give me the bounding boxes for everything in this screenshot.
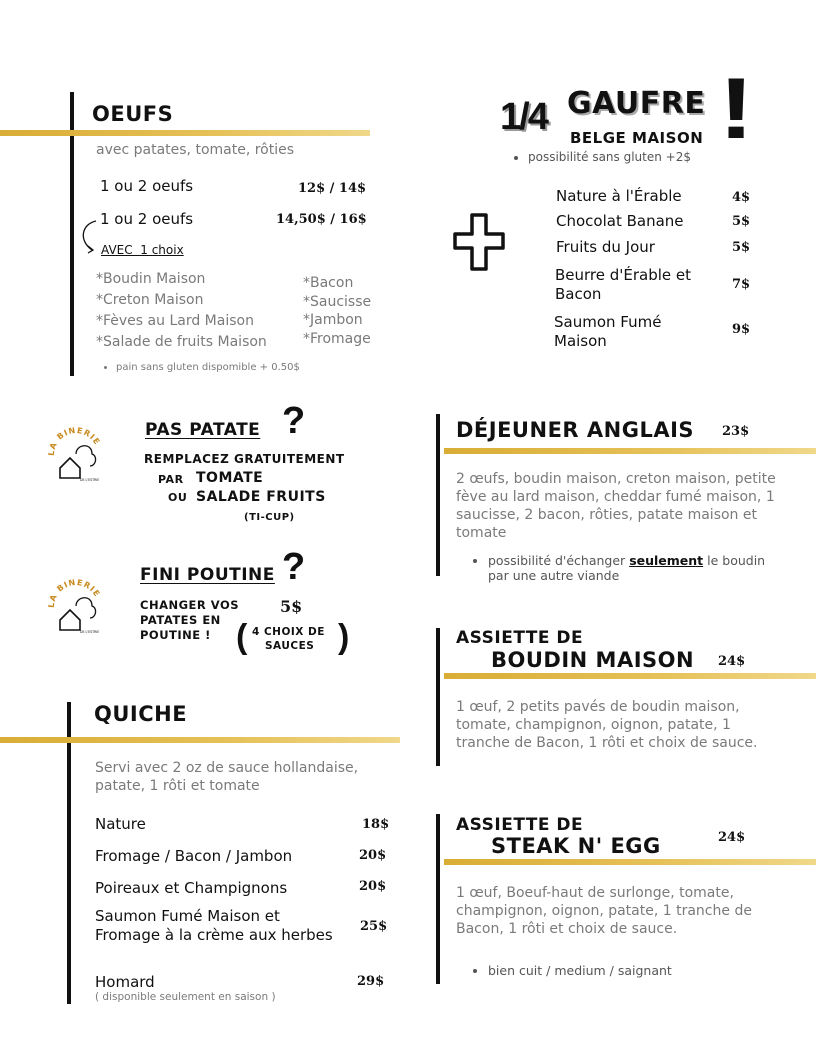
oeufs-note	[100, 362, 300, 373]
pas-patate-salade: SALADE FRUITS	[196, 489, 326, 505]
gaufre-title: GAUFRE	[567, 86, 706, 121]
boudin-desc: 1 œuf, 2 petits pavés de boudin maison, tomate, champignon, oignon, patate, 1 tranche de Bacon, 1 rôti et choix de sauce.	[456, 699, 758, 751]
gaufre-item-price: 4$	[732, 190, 751, 205]
oeufs-item1-label: 1 ou 2 oeufs	[100, 177, 194, 195]
steak-title1: ASSIETTE DE	[456, 815, 584, 835]
choice-item: *Fromage	[303, 330, 371, 347]
note-bold: seulement	[629, 553, 704, 568]
dejeuner-price: 23$	[722, 424, 750, 439]
steak-note: • bien cuit / medium / saignant	[488, 963, 672, 978]
quiche-item-price: 18$	[362, 817, 390, 832]
binerie-logo	[46, 424, 106, 484]
quiche-item-label: Saumon Fumé Maison et Fromage à la crème aux herbes	[95, 907, 333, 944]
quiche-item-price: 20$	[359, 879, 387, 894]
steak-title2: STEAK N' EGG	[491, 834, 661, 858]
steak-gold-line	[444, 859, 816, 865]
fini-poutine-line2: PATATES EN	[140, 613, 221, 627]
pas-patate-tomate: TOMATE	[196, 470, 264, 486]
fini-poutine-choix1: 4 CHOIX DE	[252, 626, 325, 638]
quiche-gold-line	[0, 737, 400, 743]
quiche-item-label: Fromage / Bacon / Jambon	[95, 847, 293, 865]
quiche-item-label: Poireaux et Champignons	[95, 879, 288, 897]
fini-poutine-title: FINI POUTINE	[140, 565, 275, 585]
choices-right-list	[303, 274, 371, 348]
svg-text:LA BINERIE	[47, 426, 102, 456]
steak-bar	[436, 814, 440, 984]
pas-patate-ticup: (TI-CUP)	[244, 512, 295, 523]
quiche-item-label: Homard	[95, 973, 155, 991]
dejeuner-note	[488, 553, 788, 583]
boudin-bar	[436, 628, 440, 766]
gaufre-item-label: Fruits du Jour	[556, 238, 655, 256]
gaufre-item-price: 5$	[732, 214, 751, 229]
gaufre-item-label: Beurre d'Érable et Bacon	[555, 266, 692, 303]
curved-arrow-icon	[76, 218, 102, 256]
note-text: le boudin par une autre viande	[488, 553, 766, 583]
choice-item: *Jambon	[303, 312, 363, 328]
gaufre-fraction: 1/4	[500, 96, 547, 138]
logo-brand-text: LA BINERIE	[46, 577, 102, 609]
choice-item: *Fèves au Lard Maison	[96, 313, 254, 329]
gaufre-gluten-note: • possibilité sans gluten +2$	[528, 150, 691, 164]
oeufs-gold-line	[0, 130, 370, 136]
oeufs-item1-price: 12$ / 14$	[298, 181, 367, 196]
gaufre-item-price: 5$	[732, 240, 751, 255]
fini-poutine-price: 5$	[280, 597, 303, 616]
pas-patate-line1: REMPLACEZ GRATUITEMENT	[144, 452, 345, 466]
choice-item: *Boudin Maison	[96, 271, 206, 287]
binerie-logo	[46, 576, 106, 636]
boudin-price: 24$	[718, 654, 746, 669]
choices-left-list	[96, 269, 267, 353]
gaufre-item-label: Nature à l'Érable	[556, 187, 682, 205]
quiche-bar	[67, 702, 71, 1004]
boudin-title1: ASSIETTE DE	[456, 628, 584, 648]
dejeuner-note-list	[472, 553, 788, 583]
quiche-item-price: 25$	[360, 919, 388, 934]
quiche-item-price: 29$	[357, 974, 385, 989]
boudin-title2: BOUDIN MAISON	[491, 648, 695, 672]
gaufre-item-price: 7$	[732, 277, 751, 292]
dejeuner-title: DÉJEUNER ANGLAIS	[456, 418, 695, 442]
steak-note-list	[472, 963, 672, 978]
gaufre-item-label: Chocolat Banane	[556, 212, 684, 230]
avec-choix-label: AVEC 1 choix	[101, 243, 184, 257]
paren-open: (	[236, 618, 248, 656]
paren-close: )	[338, 618, 350, 656]
gaufre-item-price: 9$	[732, 322, 751, 337]
plus-icon	[452, 212, 506, 272]
fini-poutine-choix2: SAUCES	[265, 640, 315, 652]
fini-poutine-line1: CHANGER VOS	[140, 598, 239, 612]
steak-desc: 1 œuf, Boeuf-haut de surlonge, tomate, champignon, oignon, patate, 1 tranche de Bacon, 1 rôti et choix de sauce.	[456, 885, 752, 937]
oeufs-subtitle: avec patates, tomate, rôties	[96, 142, 295, 158]
quiche-item-label: Nature	[95, 815, 146, 833]
dejeuner-desc: 2 œufs, boudin maison, creton maison, petite fève au lard maison, cheddar fumé maison, 1 saucisse, 2 bacon, rôties, patate maison et tomate	[456, 471, 776, 541]
exclamation-mark: !	[718, 61, 755, 157]
pas-patate-title: PAS PATATE	[145, 420, 261, 440]
logo-brand-text: LA BINERIE	[46, 425, 102, 457]
fini-poutine-line3: POUTINE !	[140, 628, 211, 642]
pas-patate-ou: OU	[168, 491, 188, 504]
steak-price: 24$	[718, 830, 746, 845]
dejeuner-bar	[436, 414, 440, 576]
logo-tagline: DE L'ESTRIE	[80, 478, 100, 482]
quiche-item-price: 20$	[359, 848, 387, 863]
choice-item: *Creton Maison	[96, 292, 204, 308]
logo-tagline: DE L'ESTRIE	[80, 630, 100, 634]
fini-poutine-question: ?	[282, 546, 306, 588]
gaufre-subtitle: BELGE MAISON	[570, 129, 704, 147]
gaufre-note	[512, 150, 691, 164]
homard-note: ( disponible seulement en saison )	[95, 991, 276, 1003]
pas-patate-question: ?	[282, 400, 306, 442]
boudin-gold-line	[444, 673, 816, 679]
note-text: possibilité d'échanger	[488, 553, 630, 568]
choice-item: *Saucisse	[303, 293, 372, 310]
quiche-subtitle: Servi avec 2 oz de sauce hollandaise, patate, 1 rôti et tomate	[95, 760, 359, 794]
gluten-note: • pain sans gluten dispomible + 0.50$	[116, 362, 300, 373]
quiche-title: QUICHE	[94, 702, 188, 726]
dejeuner-gold-line	[444, 448, 816, 454]
gaufre-item-label: Saumon Fumé Maison	[554, 313, 662, 350]
oeufs-title: OEUFS	[92, 102, 174, 126]
choice-item: *Salade de fruits Maison	[96, 334, 267, 350]
oeufs-item2-price: 14,50$ / 16$	[276, 212, 367, 227]
svg-text:LA BINERIE	[47, 578, 102, 608]
choice-item: *Bacon	[303, 275, 354, 291]
oeufs-item2-label: 1 ou 2 oeufs	[100, 210, 194, 228]
pas-patate-par: PAR	[158, 473, 184, 486]
